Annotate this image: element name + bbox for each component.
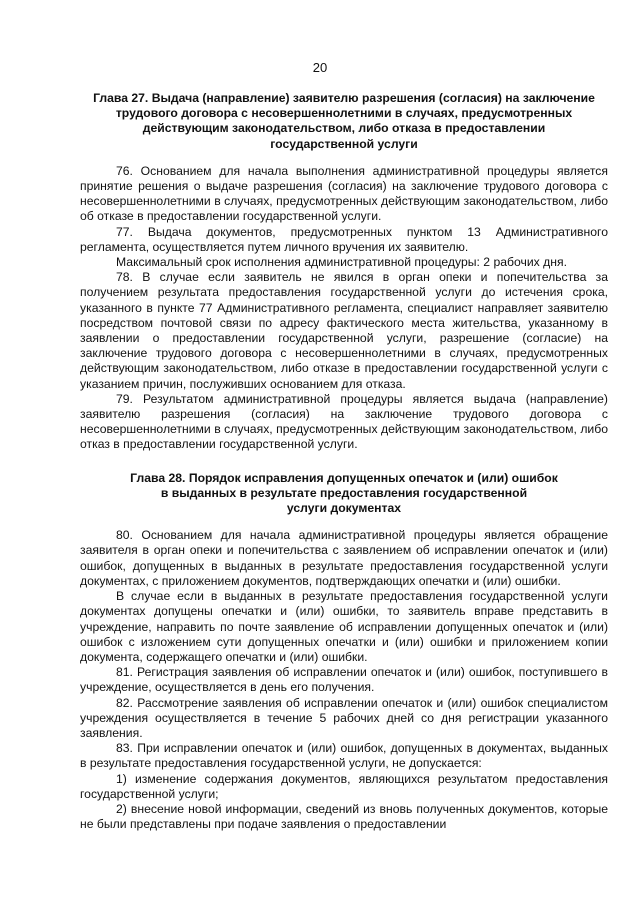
chapter-27-heading-line: действующим законодательством, либо отказа в предоставлении [142, 121, 546, 136]
paragraph-83-item-2: 2) внесение новой информации, сведений из вновь полученных документов, которые не были представлены при подаче заявления о предоставлении [80, 801, 608, 832]
paragraph-77-deadline: Максимальный срок исполнения административной процедуры: 2 рабочих дня. [116, 255, 567, 270]
paragraph-81: 81. Регистрация заявления об исправлении опечаток и (или) ошибок, поступившего в учреждение, осуществляется в день его получения. [80, 665, 608, 695]
paragraph-79: 79. Результатом административной процедуры является выдача (направление) заявителю разрешения (согласия) на заключение трудового договора с несовершеннолетними в случаях, предусмотренных действующим законодательством, либо отказ в предоставлении государственной услуги. [80, 391, 608, 452]
chapter-27-heading-line: трудового договора с несовершеннолетними в случаях, предусмотренных [115, 106, 573, 121]
paragraph-80-case: В случае если в выданных в результате предоставления государственной услуги документах допущены опечатки и (или) ошибки, то заявитель вправе представить в учреждение, направить по почте заявление об исправлении допущенных опечаток и (или) ошибок с изложением сути допущенных опечатки и (или) ошибки и приложением копии документа, содержащего опечатки и (или) ошибки. [80, 589, 608, 664]
chapter-27-heading-line: Глава 27. Выдача (направление) заявителю разрешения (согласия) на заключение [93, 91, 595, 105]
chapter-28-heading-line: Глава 28. Порядок исправления допущенных опечаток и (или) ошибок [130, 470, 558, 485]
chapter-28-heading-line: в выданных в результате предоставления государственной [160, 485, 528, 500]
paragraph-77: 77. Выдача документов, предусмотренных пунктом 13 Административного регламента, осуществляется путем личного вручения их заявителю. [80, 224, 608, 254]
paragraph-83: 83. При исправлении опечаток и (или) ошибок, допущенных в документах, выданных в результате предоставления государственной услуги, не допускается: [80, 741, 608, 771]
chapter-28-heading [80, 471, 608, 517]
chapter-28-heading-line: услуги документах [286, 501, 402, 516]
paragraph-80: 80. Основанием для начала административной процедуры является обращение заявителя в орган опеки и попечительства с заявлением об исправлении опечаток и (или) ошибок, допущенных в выданных в результате предоставления государственной услуги документах, с приложением документов, подтверждающих опечатки и (или) ошибки. [80, 528, 608, 588]
chapter-27-heading-line: государственной услуги [270, 136, 418, 151]
document-body [80, 91, 608, 832]
paragraph-78: 78. В случае если заявитель не явился в орган опеки и попечительства за получением результата предоставления государственной услуги до истечения срока, указанного в пункте 77 Административного регламента, специалист направляет заявителю посредством почтовой связи по адресу фактического места жительства, указанному в заявлении о предоставлении государственной услуги, разрешение (согласие) на заключение трудового договора с несовершеннолетними в случаях, предусмотренных действующим законодательством, либо отказе в предоставлении государственной услуги с указанием причин, послуживших основанием для отказа. [80, 270, 608, 391]
chapter-27-heading [80, 91, 608, 152]
paragraph-82: 82. Рассмотрение заявления об исправлении опечаток и (или) ошибок специалистом учреждения осуществляется в течение 5 рабочих дней со дня регистрации указанного заявления. [80, 695, 608, 740]
paragraph-83-item-1: 1) изменение содержания документов, являющихся результатом предоставления государственной услуги; [80, 771, 608, 801]
paragraph-76: 76. Основанием для начала выполнения административной процедуры является принятие решения о выдаче разрешения (согласия) на заключение трудового договора с несовершеннолетними в случаях, предусмотренных действующим законодательством, либо об отказе в предоставлении государственной услуги. [80, 163, 608, 224]
page-number: 20 [312, 60, 328, 75]
